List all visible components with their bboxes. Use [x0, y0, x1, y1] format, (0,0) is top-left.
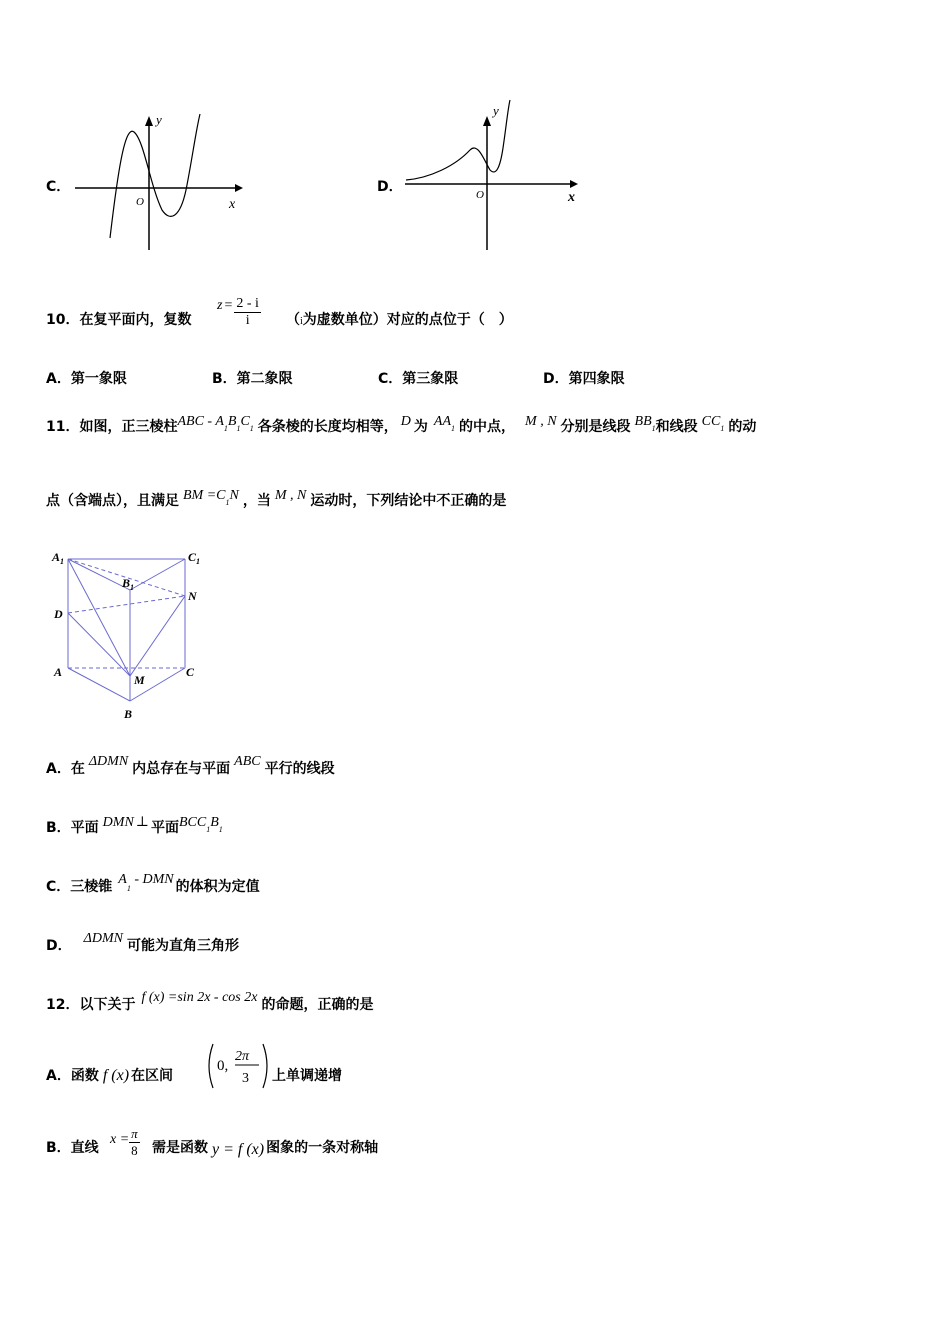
q12-option-a[interactable]: A．函数 f (x) 在区间 — [46, 1067, 174, 1084]
label-a1: $A_1$ — [52, 550, 65, 566]
q10-paren: （ — [286, 312, 300, 328]
line-a1m — [68, 559, 130, 676]
interval-zero: 0, — [217, 1058, 229, 1074]
label-m: M — [134, 673, 145, 687]
q11-option-a[interactable]: A．在 ΔDMN 内总存在与平面 ABC 平行的线段 — [46, 754, 335, 777]
graph-d-y-label: y — [493, 103, 499, 118]
graph-c-x-label: x — [229, 197, 236, 212]
prism-figure — [40, 546, 220, 726]
q10-note-text: 为虚数单位）对应的点位于（ ） — [302, 312, 513, 328]
line-dn — [68, 596, 185, 613]
q10-note — [286, 311, 513, 331]
label-b1: $B_1$ — [122, 576, 135, 592]
q11-option-d[interactable]: D． ΔDMN 可能为直角三角形 — [46, 931, 239, 954]
line-dm — [68, 613, 130, 676]
graph-c — [70, 110, 250, 255]
q10-option-b[interactable]: B．第二象限 — [212, 371, 293, 387]
q12-option-b-tail: 需是函数 y = f (x) 图象的一条对称轴 — [152, 1140, 379, 1158]
label-a: A — [54, 665, 63, 679]
label-b: B — [124, 707, 133, 721]
edge-ab — [68, 668, 130, 701]
q12-stem: 12．以下关于 f (x) =sin 2x - cos 2x 的命题，正确的是 — [46, 990, 374, 1013]
q11-option-b[interactable]: B．平面 DMN ⊥ 平面BCC1B1 — [46, 815, 223, 836]
q10-fraction — [234, 296, 261, 329]
interval-numerator: 2π — [235, 1049, 250, 1064]
q12-interval — [205, 1040, 269, 1092]
label-c: C — [186, 665, 195, 679]
label-d: D — [54, 607, 63, 621]
graph-c-x-arrow — [235, 184, 243, 192]
q10-eq: = — [224, 298, 233, 313]
q10-i: i — [300, 316, 303, 327]
q11-line2: 点（含端点），且满足 BM =C1N ，当 M , N 运动时，下列结论中不正确的是 — [46, 488, 507, 509]
line-mn — [130, 596, 185, 676]
q12-option-b-x: x = $\frac{\pi}{8}$ — [110, 1126, 138, 1158]
q10-option-c[interactable]: C．第三象限 — [378, 371, 459, 387]
q10-numerator: 2 - i — [236, 296, 259, 311]
q12-option-a-tail: 上单调递增 — [272, 1068, 342, 1084]
graph-d — [400, 98, 585, 253]
q10-formula — [217, 296, 261, 329]
q10-prefix: 10．在复平面内，复数 — [46, 312, 192, 328]
graph-c-curve — [110, 114, 200, 238]
interval-denominator: 3 — [242, 1071, 249, 1086]
label-c1: $C_1$ — [188, 550, 201, 566]
edge-a1b1 — [68, 559, 130, 590]
graph-c-y-label: y — [156, 112, 162, 127]
q11-option-c[interactable]: C．三棱锥 A1 - DMN 的体积为定值 — [46, 872, 260, 895]
q10-option-a[interactable]: A．第一象限 — [46, 371, 127, 387]
q11-line1: 11．如图，正三棱柱ABC - A1B1C1 各条棱的长度均相等， D 为 AA1 的中点， M , N 分别是线段 BB1和线段 CC1 的动 — [46, 414, 757, 435]
left-paren — [209, 1044, 213, 1088]
option-c-label: C． — [46, 179, 71, 195]
q12-function: f (x) =sin 2x - cos 2x — [141, 990, 258, 1005]
q10-z: z — [217, 298, 223, 313]
graph-d-origin: O — [476, 189, 484, 201]
graph-d-x-arrow — [570, 180, 578, 188]
graph-d-y-arrow — [483, 116, 491, 126]
graph-c-origin: O — [136, 196, 144, 208]
right-paren — [263, 1044, 267, 1088]
q12-option-b[interactable]: B．直线 — [46, 1140, 99, 1156]
label-n: N — [188, 589, 197, 603]
q10-option-d[interactable]: D．第四象限 — [543, 371, 625, 387]
q10-denominator: i — [245, 313, 250, 328]
graph-d-x-label: x — [568, 190, 575, 205]
option-d-label: D． — [377, 179, 403, 195]
graph-c-y-arrow — [145, 116, 153, 126]
edge-b1c1 — [130, 559, 185, 590]
